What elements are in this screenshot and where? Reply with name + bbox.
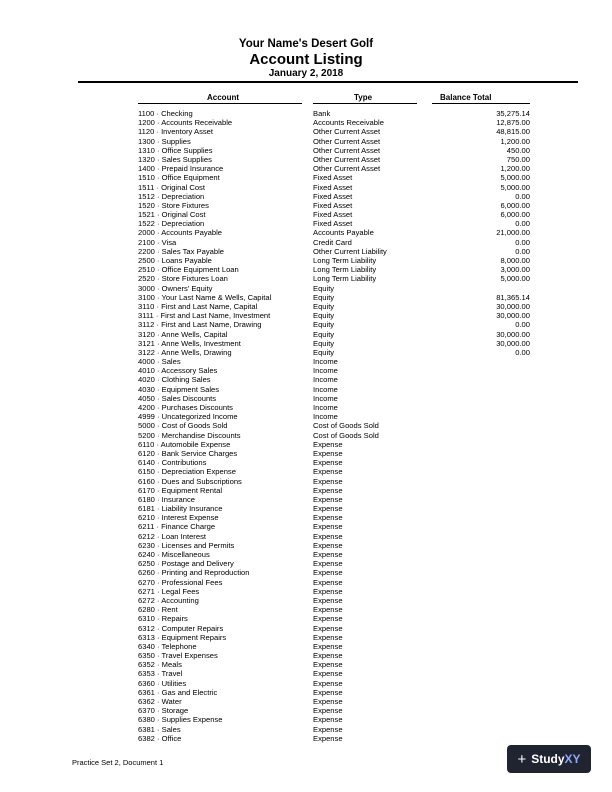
table-row bbox=[0, 118, 612, 127]
type-cell: Equity bbox=[313, 292, 335, 302]
account-table bbox=[0, 109, 612, 743]
type-cell: Expense bbox=[313, 715, 343, 725]
account-cell: 3111 · First and Last Name, Investment bbox=[138, 311, 271, 321]
balance-cell: 5,000.00 bbox=[500, 182, 530, 192]
account-cell: 6110 · Automobile Expense bbox=[138, 439, 231, 449]
table-row bbox=[0, 715, 612, 724]
type-cell: Expense bbox=[313, 733, 343, 743]
table-row bbox=[0, 513, 612, 522]
column-underline-type bbox=[313, 103, 417, 104]
account-cell: 6230 · Licenses and Permits bbox=[138, 540, 235, 550]
column-header-type: Type bbox=[354, 93, 373, 102]
table-row bbox=[0, 679, 612, 688]
table-row bbox=[0, 734, 612, 743]
type-cell: Income bbox=[313, 366, 338, 376]
account-cell: 2520 · Store Fixtures Loan bbox=[138, 274, 228, 284]
type-cell: Expense bbox=[313, 458, 343, 468]
report-title: Account Listing bbox=[249, 51, 363, 68]
balance-cell: 3,000.00 bbox=[500, 265, 530, 275]
table-row bbox=[0, 228, 612, 237]
account-cell: 6250 · Postage and Delivery bbox=[138, 559, 234, 569]
table-row bbox=[0, 532, 612, 541]
type-cell: Expense bbox=[313, 623, 343, 633]
table-row bbox=[0, 357, 612, 366]
column-underline-account bbox=[138, 103, 302, 104]
account-cell: 6211 · Finance Charge bbox=[138, 522, 216, 532]
type-cell: Equity bbox=[313, 329, 335, 339]
header-rule bbox=[78, 81, 578, 83]
balance-cell: 30,000.00 bbox=[496, 338, 530, 348]
account-cell: 6170 · Equipment Rental bbox=[138, 485, 223, 495]
table-row bbox=[0, 669, 612, 678]
table-row bbox=[0, 725, 612, 734]
table-row bbox=[0, 706, 612, 715]
type-cell: Other Current Liability bbox=[313, 246, 387, 256]
table-row bbox=[0, 247, 612, 256]
balance-cell: 35,275.14 bbox=[496, 109, 530, 118]
account-cell: 3110 · First and Last Name, Capital bbox=[138, 301, 258, 311]
account-cell: 6140 · Contributions bbox=[138, 458, 207, 468]
account-cell: 4030 · Equipment Sales bbox=[138, 384, 220, 394]
type-cell: Fixed Asset bbox=[313, 200, 353, 210]
type-cell: Income bbox=[313, 393, 338, 403]
account-cell: 4999 · Uncategorized Income bbox=[138, 412, 238, 422]
account-cell: 4000 · Sales bbox=[138, 357, 181, 367]
table-row bbox=[0, 219, 612, 228]
account-cell: 3122 · Anne Wells, Drawing bbox=[138, 347, 232, 357]
account-cell: 6270 · Professional Fees bbox=[138, 577, 223, 587]
table-row bbox=[0, 688, 612, 697]
table-row bbox=[0, 596, 612, 605]
table-row bbox=[0, 366, 612, 375]
balance-cell: 750.00 bbox=[506, 154, 530, 164]
type-cell: Expense bbox=[313, 476, 343, 486]
account-cell: 3121 · Anne Wells, Investment bbox=[138, 338, 241, 348]
column-header-balance: Balance Total bbox=[440, 93, 492, 102]
table-row bbox=[0, 651, 612, 660]
type-cell: Other Current Asset bbox=[313, 127, 381, 137]
account-cell: 1310 · Office Supplies bbox=[138, 145, 213, 155]
account-cell: 6271 · Legal Fees bbox=[138, 586, 200, 596]
account-cell: 1512 · Depreciation bbox=[138, 191, 205, 201]
type-cell: Fixed Asset bbox=[313, 173, 353, 183]
account-cell: 6360 · Utilities bbox=[138, 678, 187, 688]
balance-cell: 0.00 bbox=[515, 246, 530, 256]
type-cell: Expense bbox=[313, 724, 343, 734]
type-cell: Bank bbox=[313, 109, 331, 118]
table-row bbox=[0, 578, 612, 587]
balance-cell: 6,000.00 bbox=[500, 200, 530, 210]
table-row bbox=[0, 183, 612, 192]
account-cell: 1200 · Accounts Receivable bbox=[138, 118, 233, 128]
brand-suffix: XY bbox=[564, 752, 581, 766]
table-row bbox=[0, 109, 612, 118]
account-cell: 6381 · Sales bbox=[138, 724, 181, 734]
type-cell: Expense bbox=[313, 531, 343, 541]
table-row bbox=[0, 348, 612, 357]
table-row bbox=[0, 541, 612, 550]
balance-cell: 6,000.00 bbox=[500, 210, 530, 220]
type-cell: Income bbox=[313, 412, 338, 422]
type-cell: Fixed Asset bbox=[313, 219, 353, 229]
account-cell: 6180 · Insurance bbox=[138, 494, 195, 504]
account-cell: 6272 · Accounting bbox=[138, 595, 199, 605]
type-cell: Expense bbox=[313, 586, 343, 596]
footer-text: Practice Set 2, Document 1 bbox=[72, 758, 164, 767]
type-cell: Equity bbox=[313, 338, 335, 348]
type-cell: Expense bbox=[313, 706, 343, 716]
type-cell: Equity bbox=[313, 311, 335, 321]
type-cell: Long Term Liability bbox=[313, 265, 377, 275]
account-cell: 6210 · Interest Expense bbox=[138, 513, 219, 523]
type-cell: Expense bbox=[313, 632, 343, 642]
type-cell: Expense bbox=[313, 577, 343, 587]
table-row bbox=[0, 330, 612, 339]
table-row bbox=[0, 421, 612, 430]
type-cell: Expense bbox=[313, 678, 343, 688]
account-cell: 4200 · Purchases Discounts bbox=[138, 403, 233, 412]
type-cell: Expense bbox=[313, 669, 343, 679]
type-cell: Income bbox=[313, 403, 338, 412]
table-row bbox=[0, 137, 612, 146]
table-row bbox=[0, 522, 612, 531]
table-row bbox=[0, 660, 612, 669]
table-row bbox=[0, 440, 612, 449]
report-date: January 2, 2018 bbox=[268, 68, 344, 79]
table-row bbox=[0, 477, 612, 486]
account-cell: 1120 · Inventory Asset bbox=[138, 127, 213, 137]
type-cell: Expense bbox=[313, 485, 343, 495]
balance-cell: 0.00 bbox=[515, 237, 530, 247]
company-name: Your Name's Desert Golf bbox=[238, 38, 374, 50]
type-cell: Expense bbox=[313, 550, 343, 559]
account-cell: 6260 · Printing and Reproduction bbox=[138, 568, 250, 578]
column-header-account: Account bbox=[207, 93, 239, 102]
table-row bbox=[0, 155, 612, 164]
type-cell: Accounts Payable bbox=[313, 228, 374, 238]
table-row bbox=[0, 164, 612, 173]
account-cell: 6212 · Loan Interest bbox=[138, 531, 206, 541]
account-cell: 1520 · Store Fixtures bbox=[138, 200, 209, 210]
account-cell: 6380 · Supplies Expense bbox=[138, 715, 223, 725]
type-cell: Expense bbox=[313, 439, 343, 449]
table-row bbox=[0, 486, 612, 495]
balance-cell: 30,000.00 bbox=[496, 311, 530, 321]
account-cell: 1510 · Office Equipment bbox=[138, 173, 220, 183]
table-row bbox=[0, 375, 612, 384]
type-cell: Expense bbox=[313, 660, 343, 670]
account-cell: 6150 · Depreciation Expense bbox=[138, 467, 236, 477]
balance-cell: 5,000.00 bbox=[500, 274, 530, 284]
table-row bbox=[0, 697, 612, 706]
table-row bbox=[0, 293, 612, 302]
type-cell: Expense bbox=[313, 448, 343, 458]
account-cell: 6350 · Travel Expenses bbox=[138, 651, 218, 661]
balance-cell: 0.00 bbox=[515, 219, 530, 229]
type-cell: Expense bbox=[313, 568, 343, 578]
account-cell: 6352 · Meals bbox=[138, 660, 182, 670]
report-header bbox=[0, 38, 612, 80]
balance-cell: 8,000.00 bbox=[500, 256, 530, 265]
table-row bbox=[0, 394, 612, 403]
account-cell: 6120 · Bank Service Charges bbox=[138, 448, 238, 458]
type-cell: Expense bbox=[313, 595, 343, 605]
table-row bbox=[0, 624, 612, 633]
table-row bbox=[0, 504, 612, 513]
table-row bbox=[0, 449, 612, 458]
plus-icon: + bbox=[517, 750, 527, 768]
account-cell: 6160 · Dues and Subscriptions bbox=[138, 476, 242, 486]
column-underline-balance bbox=[432, 103, 530, 104]
account-cell: 1300 · Supplies bbox=[138, 136, 191, 146]
balance-cell: 30,000.00 bbox=[496, 301, 530, 311]
table-row bbox=[0, 550, 612, 559]
balance-cell: 0.00 bbox=[515, 191, 530, 201]
account-cell: 6181 · Liability Insurance bbox=[138, 504, 223, 514]
table-row bbox=[0, 256, 612, 265]
account-cell: 1400 · Prepaid Insurance bbox=[138, 164, 224, 174]
type-cell: Expense bbox=[313, 494, 343, 504]
type-cell: Expense bbox=[313, 522, 343, 532]
type-cell: Credit Card bbox=[313, 237, 352, 247]
type-cell: Expense bbox=[313, 651, 343, 661]
table-row bbox=[0, 412, 612, 421]
table-row bbox=[0, 605, 612, 614]
account-cell: 4050 · Sales Discounts bbox=[138, 393, 217, 403]
table-row bbox=[0, 467, 612, 476]
type-cell: Cost of Goods Sold bbox=[313, 430, 379, 440]
table-row bbox=[0, 642, 612, 651]
account-cell: 6382 · Office bbox=[138, 733, 182, 743]
account-cell: 6353 · Travel bbox=[138, 669, 183, 679]
table-row bbox=[0, 568, 612, 577]
table-row bbox=[0, 458, 612, 467]
type-cell: Expense bbox=[313, 614, 343, 624]
type-cell: Expense bbox=[313, 540, 343, 550]
account-cell: 2510 · Office Equipment Loan bbox=[138, 265, 239, 275]
type-cell: Equity bbox=[313, 301, 335, 311]
account-cell: 6313 · Equipment Repairs bbox=[138, 632, 227, 642]
type-cell: Expense bbox=[313, 697, 343, 706]
balance-cell: 5,000.00 bbox=[500, 173, 530, 183]
account-cell: 5200 · Merchandise Discounts bbox=[138, 430, 241, 440]
account-cell: 1522 · Depreciation bbox=[138, 219, 205, 229]
type-cell: Fixed Asset bbox=[313, 210, 353, 220]
type-cell: Expense bbox=[313, 513, 343, 523]
table-row bbox=[0, 403, 612, 412]
table-row bbox=[0, 339, 612, 348]
balance-cell: 21,000.00 bbox=[496, 228, 530, 238]
balance-cell: 30,000.00 bbox=[496, 329, 530, 339]
type-cell: Equity bbox=[313, 347, 335, 357]
account-cell: 1521 · Original Cost bbox=[138, 210, 206, 220]
account-cell: 6362 · Water bbox=[138, 697, 182, 706]
table-row bbox=[0, 274, 612, 283]
type-cell: Cost of Goods Sold bbox=[313, 421, 379, 431]
type-cell: Expense bbox=[313, 605, 343, 615]
balance-cell: 1,200.00 bbox=[500, 164, 530, 174]
account-cell: 2000 · Accounts Payable bbox=[138, 228, 223, 238]
table-row bbox=[0, 614, 612, 623]
table-row bbox=[0, 210, 612, 219]
type-cell: Income bbox=[313, 375, 338, 385]
brand-name: Study bbox=[531, 752, 565, 766]
balance-cell: 81,365.14 bbox=[496, 292, 530, 302]
account-cell: 6340 · Telephone bbox=[138, 641, 197, 651]
table-row bbox=[0, 633, 612, 642]
account-cell: 1511 · Original Cost bbox=[138, 182, 205, 192]
account-cell: 5000 · Cost of Goods Sold bbox=[138, 421, 228, 431]
table-row bbox=[0, 238, 612, 247]
balance-cell: 48,815.00 bbox=[496, 127, 530, 137]
table-row bbox=[0, 173, 612, 182]
table-row bbox=[0, 265, 612, 274]
table-row bbox=[0, 320, 612, 329]
account-cell: 4020 · Clothing Sales bbox=[138, 375, 211, 385]
type-cell: Expense bbox=[313, 687, 343, 697]
type-cell: Other Current Asset bbox=[313, 164, 381, 174]
balance-cell: 450.00 bbox=[506, 145, 530, 155]
account-cell: 6312 · Computer Repairs bbox=[138, 623, 224, 633]
type-cell: Expense bbox=[313, 641, 343, 651]
table-row bbox=[0, 385, 612, 394]
type-cell: Income bbox=[313, 384, 338, 394]
account-cell: 4010 · Accessory Sales bbox=[138, 366, 218, 376]
type-cell: Equity bbox=[313, 320, 335, 330]
type-cell: Fixed Asset bbox=[313, 191, 353, 201]
account-cell: 6280 · Rent bbox=[138, 605, 178, 615]
table-row bbox=[0, 587, 612, 596]
account-cell: 6240 · Miscellaneous bbox=[138, 550, 210, 559]
balance-cell: 12,875.00 bbox=[496, 118, 530, 128]
account-cell: 6361 · Gas and Electric bbox=[138, 687, 218, 697]
account-cell: 2500 · Loans Payable bbox=[138, 256, 212, 265]
type-cell: Other Current Asset bbox=[313, 145, 381, 155]
type-cell: Income bbox=[313, 357, 338, 367]
table-row bbox=[0, 302, 612, 311]
type-cell: Expense bbox=[313, 504, 343, 514]
account-cell: 2100 · Visa bbox=[138, 237, 177, 247]
account-cell: 3000 · Owners' Equity bbox=[138, 283, 213, 293]
account-cell: 3120 · Anne Wells, Capital bbox=[138, 329, 228, 339]
table-row bbox=[0, 495, 612, 504]
account-cell: 3112 · First and Last Name, Drawing bbox=[138, 320, 262, 330]
type-cell: Expense bbox=[313, 559, 343, 569]
table-row bbox=[0, 559, 612, 568]
table-row bbox=[0, 146, 612, 155]
account-cell: 6370 · Storage bbox=[138, 706, 189, 716]
type-cell: Other Current Asset bbox=[313, 136, 381, 146]
type-cell: Long Term Liability bbox=[313, 256, 377, 265]
type-cell: Other Current Asset bbox=[313, 154, 381, 164]
account-cell: 1320 · Sales Supplies bbox=[138, 154, 212, 164]
type-cell: Expense bbox=[313, 467, 343, 477]
table-row bbox=[0, 431, 612, 440]
account-cell: 2200 · Sales Tax Payable bbox=[138, 246, 224, 256]
table-row bbox=[0, 284, 612, 293]
type-cell: Long Term Liability bbox=[313, 274, 377, 284]
type-cell: Fixed Asset bbox=[313, 182, 353, 192]
type-cell: Equity bbox=[313, 283, 335, 293]
type-cell: Accounts Receivable bbox=[313, 118, 384, 128]
account-cell: 1100 · Checking bbox=[138, 109, 193, 118]
table-row bbox=[0, 311, 612, 320]
account-cell: 6310 · Repairs bbox=[138, 614, 188, 624]
balance-cell: 0.00 bbox=[515, 347, 530, 357]
table-row bbox=[0, 192, 612, 201]
balance-cell: 0.00 bbox=[515, 320, 530, 330]
balance-cell: 1,200.00 bbox=[500, 136, 530, 146]
studyxy-badge[interactable] bbox=[507, 745, 591, 773]
account-cell: 3100 · Your Last Name & Wells, Capital bbox=[138, 292, 272, 302]
table-row bbox=[0, 201, 612, 210]
table-row bbox=[0, 127, 612, 136]
